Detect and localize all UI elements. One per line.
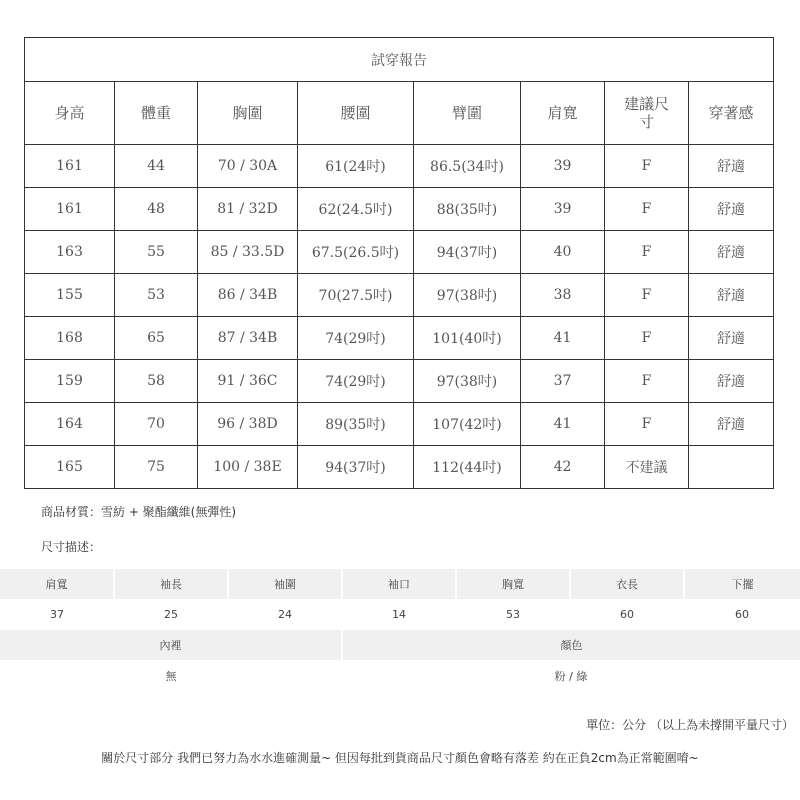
size-value-sleeve-circumference: 24 (278, 608, 292, 621)
cell-suggested-size: F (605, 274, 689, 317)
cell-waist: 89(35吋) (298, 403, 414, 446)
header-height: 身高 (25, 82, 115, 145)
cell-height: 155 (25, 274, 115, 317)
cell-bust: 85 / 33.5D (198, 231, 298, 274)
header-shoulder: 肩寬 (521, 82, 605, 145)
cell-waist: 62(24.5吋) (298, 188, 414, 231)
table-row (25, 231, 774, 274)
cell-suggested-size: F (605, 231, 689, 274)
cell-height: 165 (25, 446, 115, 489)
size-value-sleeve-length: 25 (164, 608, 178, 621)
cell-arm: 101(40吋) (414, 317, 521, 360)
cell-bust: 100 / 38E (198, 446, 298, 489)
cell-suggested-size: 不建議 (605, 446, 689, 489)
cell-waist: 61(24吋) (298, 145, 414, 188)
cell-shoulder: 41 (521, 403, 605, 446)
cell-height: 161 (25, 145, 115, 188)
table-row (25, 188, 774, 231)
cell-weight: 70 (115, 403, 198, 446)
cell-height: 163 (25, 231, 115, 274)
cell-shoulder: 41 (521, 317, 605, 360)
cell-feel: 舒適 (689, 403, 774, 446)
cell-shoulder: 42 (521, 446, 605, 489)
header-suggested-size: 建議尺寸 (605, 82, 689, 145)
extra-value-color: 粉 / 綠 (554, 669, 588, 683)
cell-feel: 舒適 (689, 231, 774, 274)
size-value-hem: 60 (735, 608, 749, 621)
size-header-length: 衣長 (570, 569, 684, 599)
size-header-shoulder: 肩寬 (0, 569, 114, 599)
size-header-row (0, 569, 800, 599)
cell-height: 161 (25, 188, 115, 231)
cell-waist: 74(29吋) (298, 317, 414, 360)
size-value-row (0, 599, 800, 630)
table-row (25, 360, 774, 403)
unit-note: 單位：公分 （以上為未撐開平量尺寸） (586, 718, 794, 732)
size-value-shoulder: 37 (50, 608, 64, 621)
cell-weight: 65 (115, 317, 198, 360)
material-note: 商品材質：雪紡 + 聚酯纖維(無彈性) (41, 505, 237, 519)
cell-feel: 舒適 (689, 317, 774, 360)
size-header-hem: 下擺 (684, 569, 800, 599)
extra-header-color: 顏色 (342, 630, 800, 660)
cell-height: 164 (25, 403, 115, 446)
cell-arm: 112(44吋) (414, 446, 521, 489)
extra-header-row (0, 630, 800, 660)
cell-suggested-size: F (605, 145, 689, 188)
table-row (25, 274, 774, 317)
table-row (25, 446, 774, 489)
cell-shoulder: 39 (521, 145, 605, 188)
extra-value-row (0, 660, 800, 691)
cell-feel: 舒適 (689, 360, 774, 403)
measurement-disclaimer: 關於尺寸部分 我們已努力為水水進確測量~ 但因每批到貨商品尺寸顏色會略有落差 約在正負2cm為正常範圍唷~ (101, 751, 699, 765)
size-header-cuff: 袖口 (342, 569, 456, 599)
cell-suggested-size: F (605, 360, 689, 403)
size-header-sleeve-circumference: 袖圍 (228, 569, 342, 599)
cell-suggested-size: F (605, 317, 689, 360)
cell-bust: 86 / 34B (198, 274, 298, 317)
cell-weight: 55 (115, 231, 198, 274)
cell-suggested-size: F (605, 403, 689, 446)
cell-shoulder: 37 (521, 360, 605, 403)
cell-bust: 96 / 38D (198, 403, 298, 446)
fitting-report-table (24, 37, 774, 489)
cell-bust: 70 / 30A (198, 145, 298, 188)
cell-shoulder: 38 (521, 274, 605, 317)
cell-arm: 107(42吋) (414, 403, 521, 446)
size-header-chest-width: 胸寬 (456, 569, 570, 599)
cell-weight: 44 (115, 145, 198, 188)
size-value-length: 60 (620, 608, 634, 621)
cell-suggested-size: F (605, 188, 689, 231)
size-description-label: 尺寸描述： (41, 540, 102, 554)
cell-shoulder: 39 (521, 188, 605, 231)
cell-waist: 70(27.5吋) (298, 274, 414, 317)
table-row (25, 317, 774, 360)
cell-waist: 67.5(26.5吋) (298, 231, 414, 274)
size-value-chest-width: 53 (506, 608, 520, 621)
cell-feel: 舒適 (689, 274, 774, 317)
cell-height: 168 (25, 317, 115, 360)
cell-arm: 94(37吋) (414, 231, 521, 274)
cell-arm: 97(38吋) (414, 360, 521, 403)
cell-waist: 74(29吋) (298, 360, 414, 403)
table-row (25, 145, 774, 188)
size-value-cuff: 14 (392, 608, 406, 621)
cell-arm: 88(35吋) (414, 188, 521, 231)
cell-feel: 舒適 (689, 188, 774, 231)
cell-arm: 97(38吋) (414, 274, 521, 317)
cell-weight: 48 (115, 188, 198, 231)
cell-feel (689, 446, 774, 489)
cell-bust: 91 / 36C (198, 360, 298, 403)
cell-weight: 75 (115, 446, 198, 489)
report-title: 試穿報告 (25, 38, 774, 82)
cell-weight: 53 (115, 274, 198, 317)
cell-shoulder: 40 (521, 231, 605, 274)
cell-arm: 86.5(34吋) (414, 145, 521, 188)
cell-height: 159 (25, 360, 115, 403)
size-description-table (0, 569, 800, 691)
cell-weight: 58 (115, 360, 198, 403)
extra-value-lining: 無 (165, 669, 177, 683)
table-row (25, 403, 774, 446)
header-arm: 臂圍 (414, 82, 521, 145)
extra-header-lining: 內裡 (0, 630, 342, 660)
cell-feel: 舒適 (689, 145, 774, 188)
header-waist: 腰圍 (298, 82, 414, 145)
cell-waist: 94(37吋) (298, 446, 414, 489)
cell-bust: 81 / 32D (198, 188, 298, 231)
cell-bust: 87 / 34B (198, 317, 298, 360)
header-feel: 穿著感 (689, 82, 774, 145)
size-header-sleeve-length: 袖長 (114, 569, 228, 599)
header-bust: 胸圍 (198, 82, 298, 145)
header-weight: 體重 (115, 82, 198, 145)
